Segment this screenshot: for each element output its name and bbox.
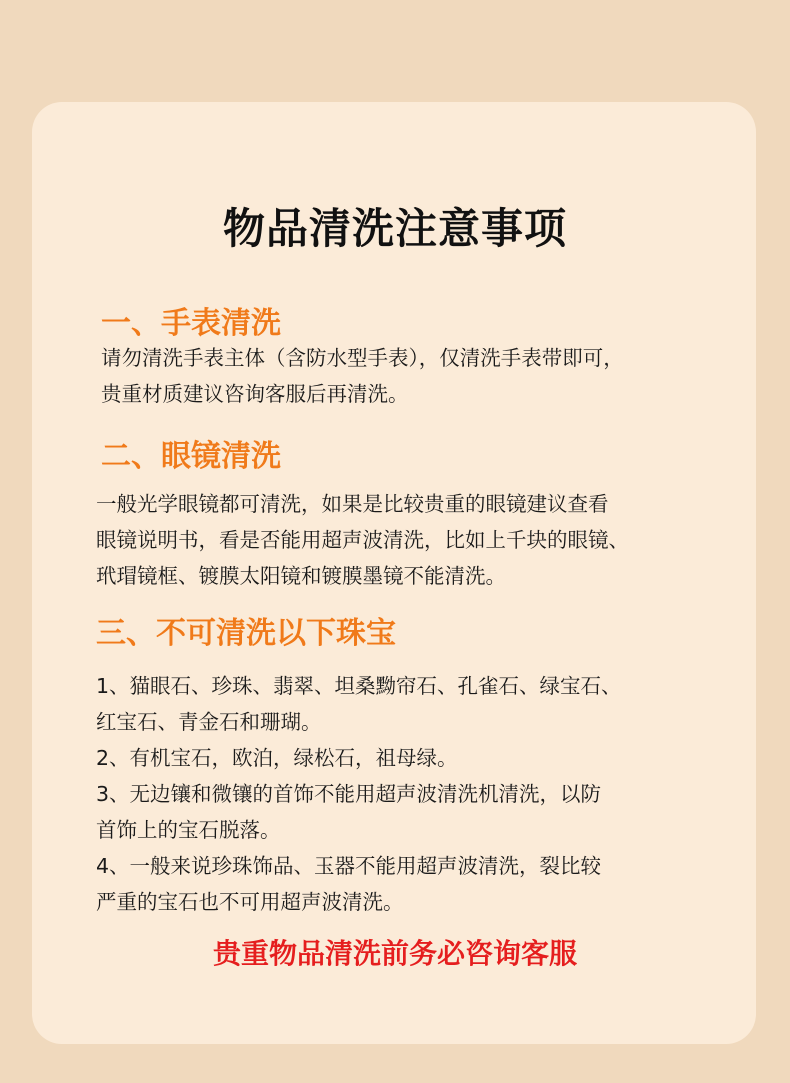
body-line: 首饰上的宝石脱落。 (96, 818, 281, 842)
body-line: 1、猫眼石、珍珠、翡翠、坦桑黝帘石、孔雀石、绿宝石、 (96, 674, 622, 698)
body-line: 请勿清洗手表主体（含防水型手表），仅清洗手表带即可， (101, 346, 624, 370)
section-heading-watch: 一、手表清洗 (101, 306, 281, 341)
body-line: 4、一般来说珍珠饰品、玉器不能用超声波清洗，裂比较 (96, 854, 602, 878)
section-body-watch (101, 340, 624, 412)
body-line: 2、有机宝石，欧泊，绿松石，祖母绿。 (96, 746, 458, 770)
body-line: 3、无边镶和微镶的首饰不能用超声波清洗机清洗，以防 (96, 782, 602, 806)
section-heading-glasses: 二、眼镜清洗 (101, 439, 281, 474)
section-body-glasses (96, 486, 629, 594)
body-line: 严重的宝石也不可用超声波清洗。 (96, 890, 404, 914)
body-line: 眼镜说明书，看是否能用超声波清洗，比如上千块的眼镜、 (96, 528, 629, 552)
body-line: 贵重材质建议咨询客服后再清洗。 (101, 382, 409, 406)
body-line: 一般光学眼镜都可清洗，如果是比较贵重的眼镜建议查看 (96, 492, 609, 516)
footer-notice: 贵重物品清洗前务必咨询客服 (212, 937, 577, 970)
body-line: 红宝石、青金石和珊瑚。 (96, 710, 322, 734)
body-line: 玳瑁镜框、镀膜太阳镜和镀膜墨镜不能清洗。 (96, 564, 506, 588)
page-title: 物品清洗注意事项 (222, 204, 567, 253)
section-heading-jewelry: 三、不可清洗以下珠宝 (96, 616, 396, 651)
section-body-jewelry (96, 668, 622, 920)
